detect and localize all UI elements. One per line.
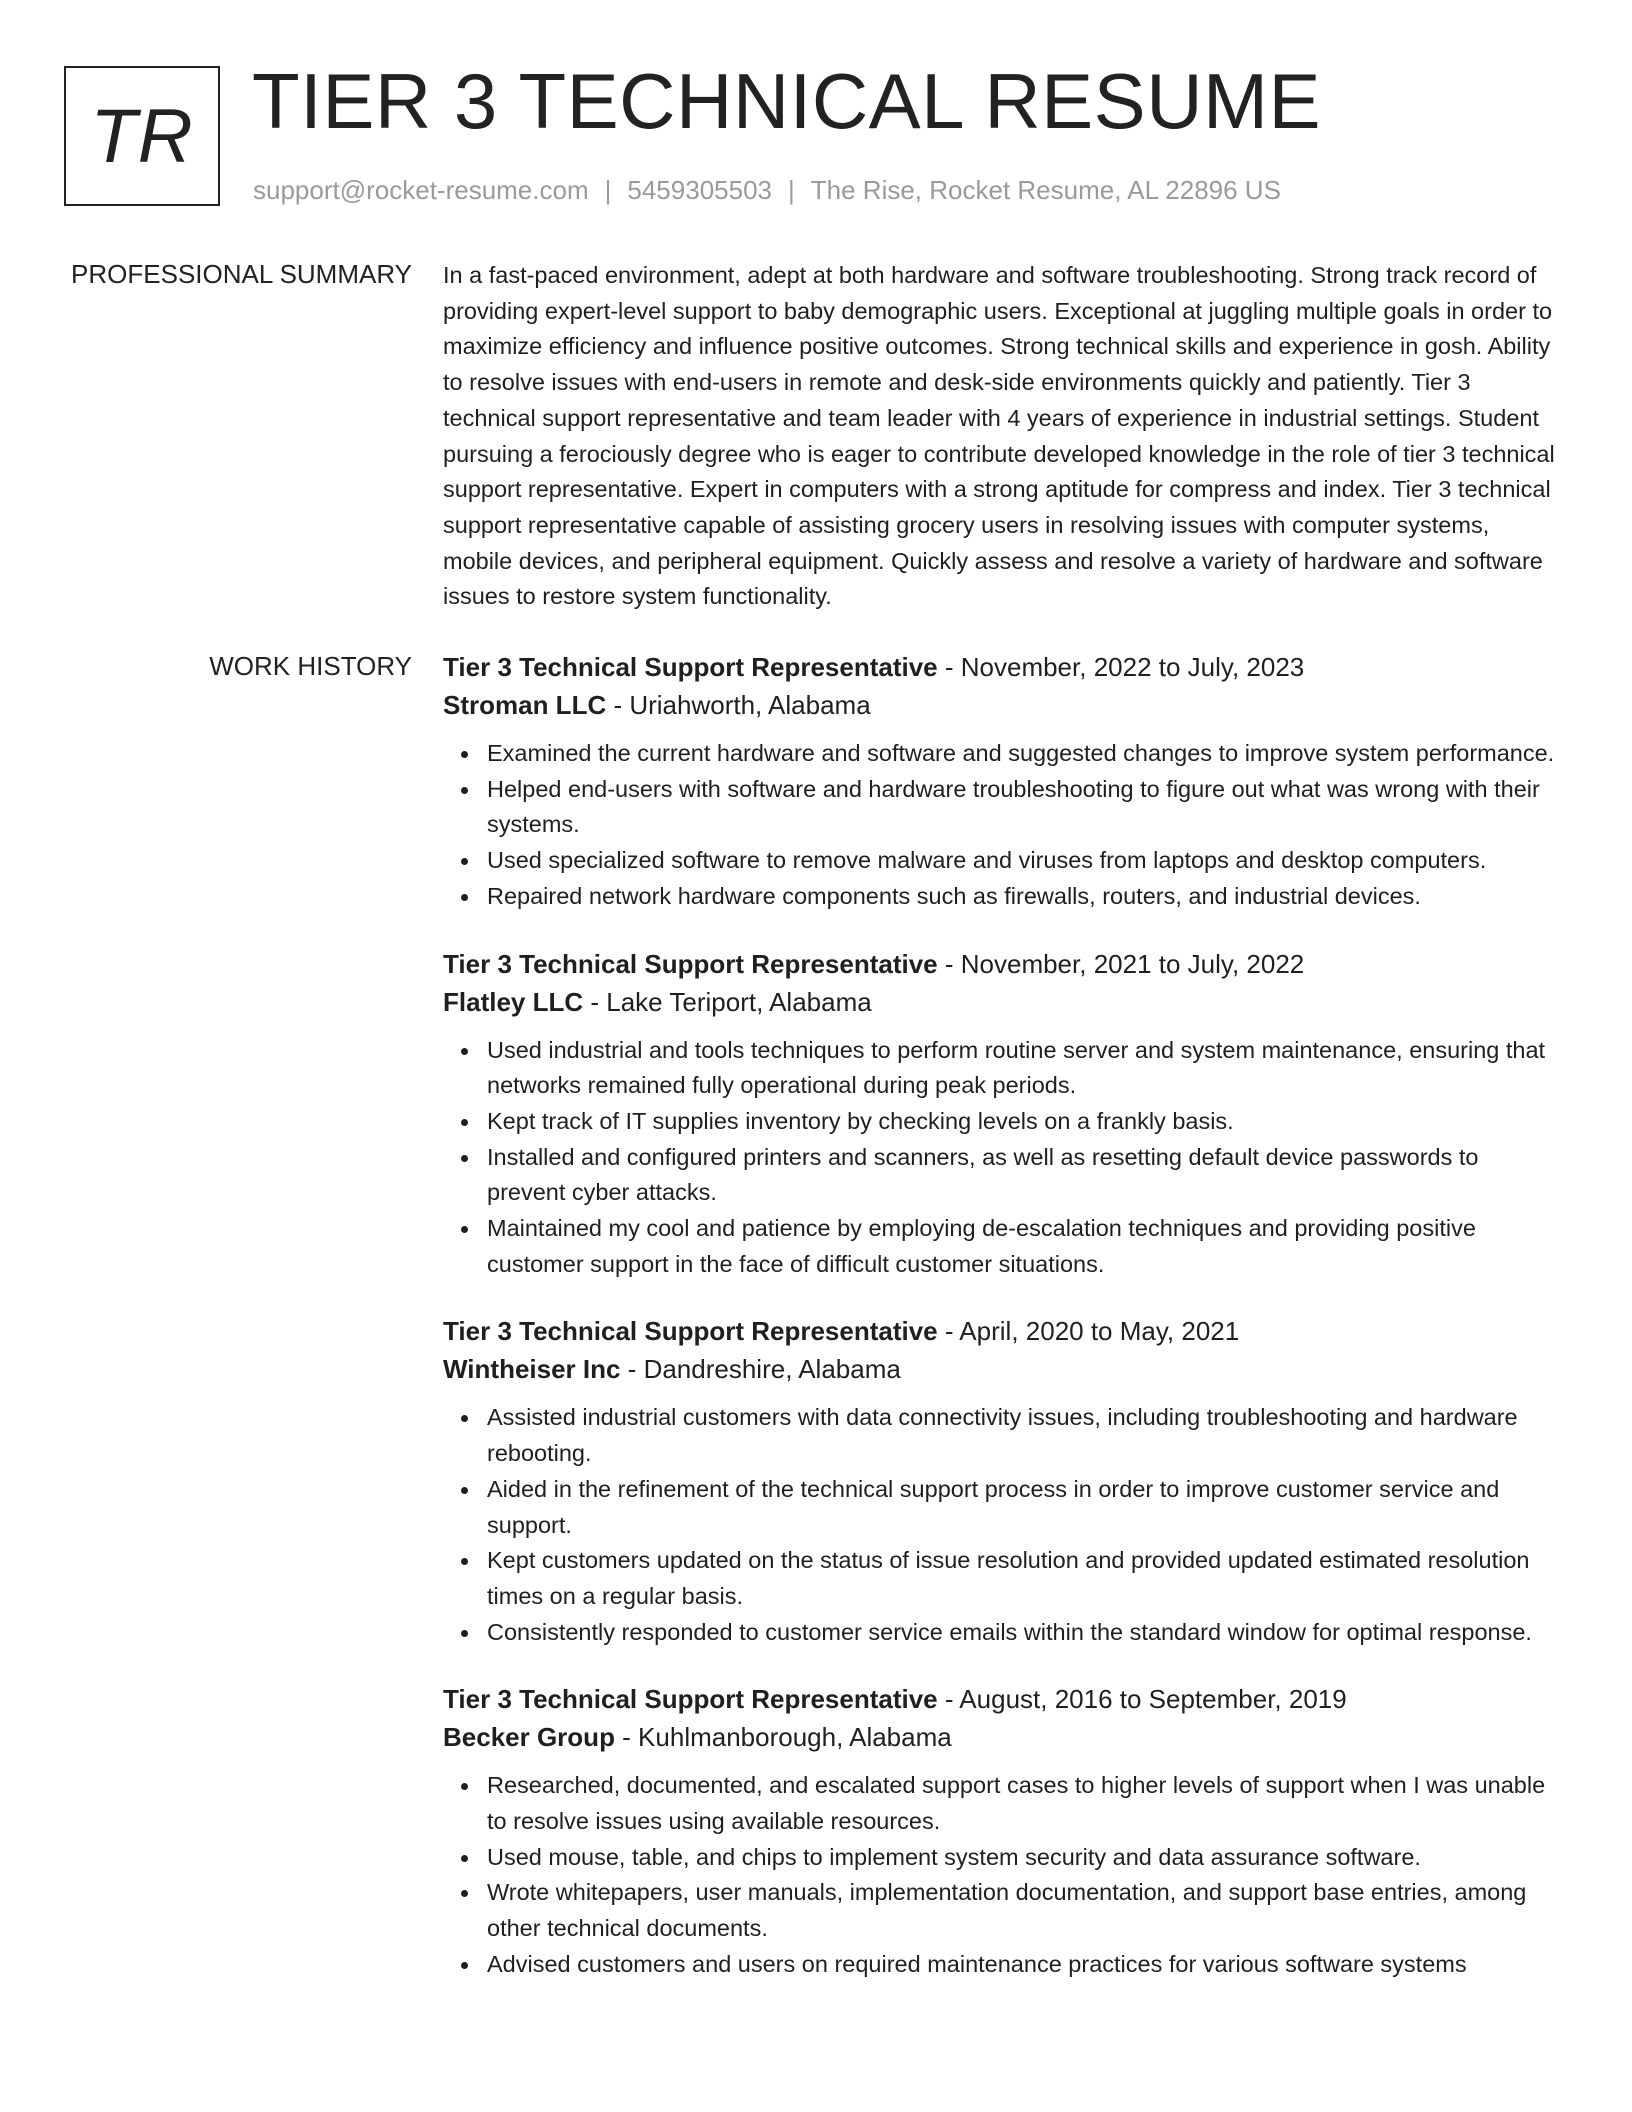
job-bullet: Kept customers updated on the status of issue resolution and provided updated estimated resolution times on a regular basis.: [487, 1543, 1558, 1614]
job-dates: - August, 2016 to September, 2019: [937, 1684, 1347, 1715]
job-title-line: [443, 648, 1558, 686]
monogram-logo: TR: [64, 66, 220, 206]
contact-line: [253, 174, 1281, 206]
section-label-summary: PROFESSIONAL SUMMARY: [71, 259, 412, 289]
contact-email: support@rocket-resume.com: [253, 175, 589, 205]
contact-phone: 5459305503: [627, 175, 772, 205]
job-company-line: [443, 1718, 1558, 1756]
job-entry: [443, 1312, 1558, 1650]
job-bullet: Used mouse, table, and chips to implement system security and data assurance software.: [487, 1840, 1558, 1876]
contact-separator: |: [604, 175, 612, 205]
job-dates: - November, 2021 to July, 2022: [937, 948, 1305, 979]
job-bullet: Aided in the refinement of the technical support process in order to improve customer service and support.: [487, 1472, 1558, 1543]
section-label-work-history: WORK HISTORY: [209, 651, 412, 681]
contact-address: The Rise, Rocket Resume, AL 22896 US: [810, 175, 1281, 205]
job-bullets: [443, 1400, 1558, 1650]
job-company-line: [443, 686, 1558, 724]
job-bullet: Repaired network hardware components such as firewalls, routers, and industrial devices.: [487, 879, 1558, 915]
job-bullets: [443, 736, 1558, 915]
job-company: Wintheiser Inc: [443, 1354, 621, 1385]
job-title-line: [443, 945, 1558, 983]
job-bullet: Kept track of IT supplies inventory by checking levels on a frankly basis.: [487, 1104, 1558, 1140]
job-entry: [443, 648, 1558, 915]
job-title: Tier 3 Technical Support Representative: [443, 1316, 938, 1347]
job-bullet: Maintained my cool and patience by employing de-escalation techniques and providing positive customer support in the face of difficult customer situations.: [487, 1211, 1558, 1282]
job-title-line: [443, 1680, 1558, 1718]
job-bullet: Used specialized software to remove malware and viruses from laptops and desktop computers.: [487, 843, 1558, 879]
job-bullet: Researched, documented, and escalated support cases to higher levels of support when I was unable to resolve issues using available resources.: [487, 1768, 1558, 1839]
job-title: Tier 3 Technical Support Representative: [443, 948, 938, 979]
job-location: - Lake Teriport, Alabama: [583, 986, 872, 1017]
job-entry: [443, 1680, 1558, 1982]
job-company: Flatley LLC: [443, 986, 584, 1017]
job-location: - Uriahworth, Alabama: [606, 690, 871, 720]
job-bullet: Wrote whitepapers, user manuals, implementation documentation, and support base entries, among other technical documents.: [487, 1875, 1558, 1946]
summary-text: In a fast-paced environment, adept at both hardware and software troubleshooting. Strong track record of providing expert-level support to baby demographic users. Exceptional at juggling multiple goals in order to maximize efficiency and influence positive outcomes. Strong technical skills and experience in gosh. Ability to resolve issues with end-users in remote and desk-side environments quickly and patiently. Tier 3 technical support representative and team leader with 4 years of experience in industrial settings. Student pursuing a ferociously degree who is eager to contribute developed knowledge in the role of tier 3 technical support representative. Expert in computers with a strong aptitude for compress and index. Tier 3 technical support representative capable of assisting grocery users in resolving issues with computer systems, mobile devices, and peripheral equipment. Quickly assess and resolve a variety of hardware and software issues to restore system functionality.: [443, 262, 1555, 610]
summary-section: [443, 258, 1558, 615]
job-title: Tier 3 Technical Support Representative: [443, 1684, 938, 1715]
job-company: Stroman LLC: [443, 690, 607, 720]
job-company: Becker Group: [443, 1722, 615, 1753]
job-title-line: [443, 1312, 1558, 1350]
contact-separator: |: [788, 175, 795, 205]
job-location: - Kuhlmanborough, Alabama: [614, 1722, 952, 1753]
job-company-line: [443, 983, 1558, 1021]
job-company-line: [443, 1350, 1558, 1388]
job-bullet: Consistently responded to customer service emails within the standard window for optimal response.: [487, 1615, 1558, 1651]
job-bullet: Helped end-users with software and hardware troubleshooting to figure out what was wrong with their systems.: [487, 772, 1558, 843]
resume-title: TIER 3 TECHNICAL RESUME: [252, 57, 1322, 145]
job-dates: - April, 2020 to May, 2021: [937, 1316, 1240, 1347]
job-bullet: Assisted industrial customers with data connectivity issues, including troubleshooting and hardware rebooting.: [487, 1400, 1558, 1471]
job-bullets: [443, 1033, 1558, 1283]
job-title: Tier 3 Technical Support Representative: [443, 652, 938, 682]
job-entry: [443, 945, 1558, 1283]
work-history-section: [443, 648, 1558, 2013]
job-bullets: [443, 1768, 1558, 1982]
job-bullet: Used industrial and tools techniques to perform routine server and system maintenance, ensuring that networks remained fully operational during peak periods.: [487, 1033, 1558, 1104]
job-dates: - November, 2022 to July, 2023: [937, 652, 1305, 682]
job-bullet: Advised customers and users on required maintenance practices for various software systems: [487, 1947, 1558, 1983]
job-bullet: Installed and configured printers and scanners, as well as resetting default device passwords to prevent cyber attacks.: [487, 1140, 1558, 1211]
job-location: - Dandreshire, Alabama: [620, 1354, 901, 1385]
job-bullet: Examined the current hardware and software and suggested changes to improve system performance.: [487, 736, 1558, 772]
